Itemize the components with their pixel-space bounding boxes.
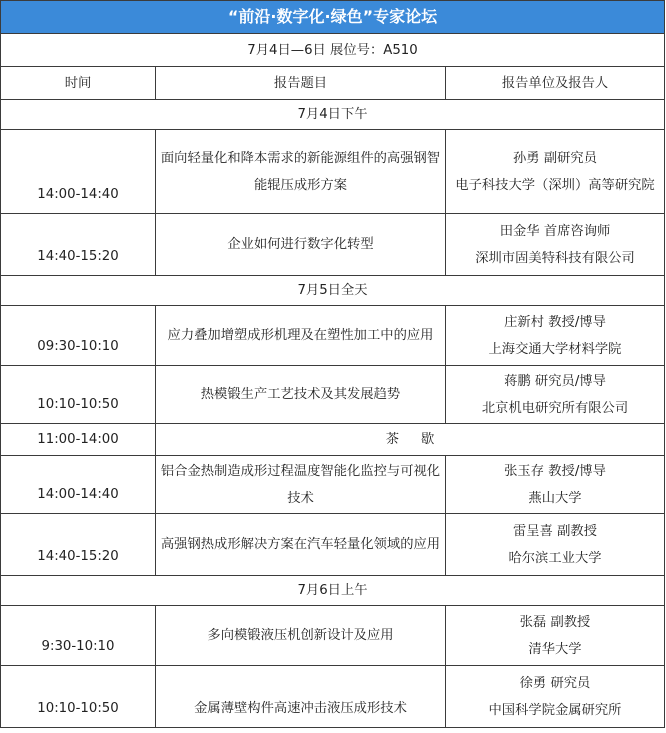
table-row [1,666,665,728]
day-row [1,276,665,306]
session-topic: 金属薄壁构件高速冲击液压成形技术 [156,666,446,728]
session-topic: 面向轻量化和降本需求的新能源组件的高强钢智能辊压成形方案 [156,130,446,214]
table-row [1,456,665,514]
session-time: 09:30-10:10 [1,306,156,366]
session-time: 9:30-10:10 [1,606,156,666]
session-time: 10:10-10:50 [1,666,156,728]
table-row [1,130,665,214]
session-speaker-cell [446,366,665,424]
day-row [1,576,665,606]
speaker-org: 清华大学 [528,641,582,657]
session-speaker-cell [446,606,665,666]
speaker-org: 中国科学院金属研究所 [488,702,622,718]
session-time: 10:10-10:50 [1,366,156,424]
table-row [1,306,665,366]
session-topic: 企业如何进行数字化转型 [156,214,446,276]
speaker-name: 徐勇 研究员 [519,675,591,691]
day-label: 7月5日全天 [1,276,665,306]
session-time: 14:40-15:20 [1,214,156,276]
session-time: 11:00-14:00 [1,424,156,456]
table-row [1,606,665,666]
speaker-name: 蒋鹏 研究员/博导 [504,373,606,389]
session-speaker-cell [446,514,665,576]
speaker-org: 燕山大学 [528,490,582,506]
title-row [1,1,665,34]
session-speaker-cell [446,130,665,214]
day-label: 7月4日下午 [1,100,665,130]
speaker-org: 哈尔滨工业大学 [508,550,602,566]
session-time: 14:00-14:40 [1,456,156,514]
session-speaker-cell [446,214,665,276]
header-speaker: 报告单位及报告人 [446,67,665,100]
session-topic: 热模锻生产工艺技术及其发展趋势 [156,366,446,424]
header-topic: 报告题目 [156,67,446,100]
session-time: 14:00-14:40 [1,130,156,214]
header-row [1,67,665,100]
session-topic: 应力叠加增塑成形机理及在塑性加工中的应用 [156,306,446,366]
speaker-org: 上海交通大学材料学院 [488,341,622,357]
table-row [1,514,665,576]
speaker-name: 雷呈喜 副教授 [513,523,598,539]
day-label: 7月6日上午 [1,576,665,606]
day-row [1,100,665,130]
subtitle-row [1,34,665,67]
session-topic: 多向模锻液压机创新设计及应用 [156,606,446,666]
speaker-org: 深圳市固美特科技有限公司 [475,250,635,266]
speaker-org: 电子科技大学（深圳）高等研究院 [455,177,655,193]
session-time: 14:40-15:20 [1,514,156,576]
speaker-org: 北京机电研究所有限公司 [481,400,629,416]
date-and-booth: 7月4日—6日 展位号：A510 [1,34,665,67]
speaker-name: 张磊 副教授 [519,614,591,630]
speaker-name: 庄新村 教授/博导 [504,314,606,330]
tea-break-text: 茶歇 [385,432,457,447]
speaker-name: 孙勇 副研究员 [513,150,598,166]
tea-break-label [156,424,665,456]
speaker-name: 田金华 首席咨询师 [499,223,611,239]
header-time: 时间 [1,67,156,100]
table-row [1,214,665,276]
session-topic: 高强钢热成形解决方案在汽车轻量化领域的应用 [156,514,446,576]
session-speaker-cell [446,306,665,366]
speaker-name: 张玉存 教授/博导 [504,463,606,479]
forum-title: “前沿·数字化·绿色”专家论坛 [1,1,665,34]
session-speaker-cell [446,666,665,728]
table-row [1,366,665,424]
break-row [1,424,665,456]
session-topic: 铝合金热制造成形过程温度智能化监控与可视化技术 [156,456,446,514]
session-speaker-cell [446,456,665,514]
